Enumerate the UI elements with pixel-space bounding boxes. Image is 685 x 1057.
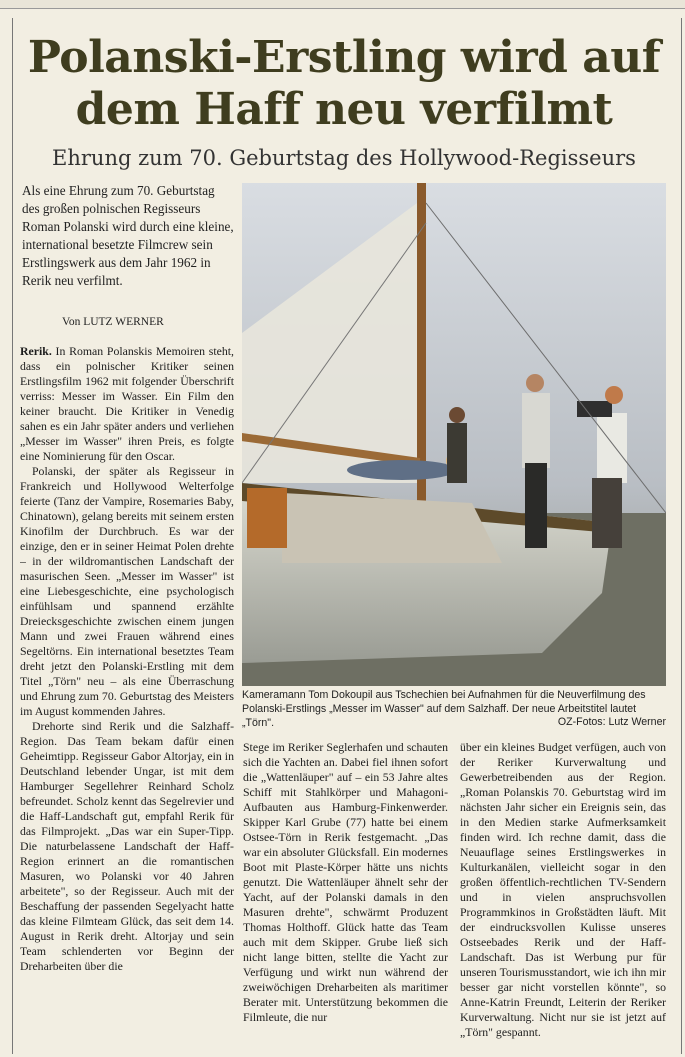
subheadline: Ehrung zum 70. Geburtstag des Hollywood-Regisseurs <box>52 146 636 170</box>
paragraph: Drehorte sind Rerik und die Salzhaff-Region. Das Team bekam dafür einen Geheimtipp. Regisseur Gabor Altorjay, ein in Deutschland lebender Ungar, ist mit dem Hamburger Segellehrer Reinhard Scholz befreundet. Scholz kennt das Segelrevier und die Haff-Landschaft gut, empfahl Rerik für das Filmprojekt. „Das war ein Super-Tipp. Die naturbelassene Landschaft der Haff-Region erinnert an die romantischen Masuren, wo Polanski vor 40 Jahren arbeitete", so der Regisseur. Auch mit der Beschaffung der passenden Segelyacht hatte das kleine Filmteam Glück, das seit dem 14. August in Rerik dreht. Altorjay und sein Team schlenderten vor Beginn der Dreharbeiten über die <box>20 719 234 973</box>
headline-line-2: dem Haff neu verfilmt <box>75 84 613 135</box>
paragraph: Stege im Reriker Seglerhafen und schauten sich die Yachten an. Dabei fiel ihnen sofort die „Wattenläuper" auf – ein 53 Jahre altes Schiff mit Stahlkörper und Mahagoni-Aufbauten aus Hamburg-Finkenwerder. Skipper Karl Grube (77) hatte bei einem Ostsee-Törn in Rerik festgemacht. „Das war ein absoluter Glücksfall. Ein modernes Boot mit Plaste-Körper hätte uns nichts genutzt. Die Wattenläuper ähnelt sehr der Yacht, auf der Polanski damals in den Masuren drehte", schwärmt Produzent Thomas Holthoff. Glück hatte das Team auch mit dem Skipper. Grube ließ sich nicht lange bitten, stellte die Yacht zur Verfügung und wirkt nun während der zweiwöchigen Dreharbeiten als maritimer Berater mit. Unterstützung bekommen die Filmleute, die nur <box>243 740 448 1024</box>
top-edge <box>0 0 685 9</box>
paragraph-text: In Roman Polanskis Memoiren steht, dass ein polnischer Kritiker seinen Erstlingsfilm 1962 mit folgender Überschrift verriss: Messer im Wasser. Ein Film den keiner braucht. Die Kritiker in Venedig sahen es ein Jahr später anders und verliehen „Messer im Wasser" ihren Preis, es folgte eine Nominierung für den Oscar. <box>20 344 234 463</box>
photo-illustration <box>242 183 666 686</box>
paragraph: Polanski, der später als Regisseur in Frankreich und Hollywood Welterfolge feierte (Tanz der Vampire, Rosemaries Baby, Chinatown), gelang bereits mit seinem ersten Kinofilm der Durchbruch. Es war der einzige, den er in seiner Heimat Polen drehte – in der wildromantischen Landschaft der masurischen Seen. „Messer im Wasser" ist eine Liebesgeschichte, eine psychologisch einfühlsam und spannend erzählte Dreiecksgeschichte zwischen einem jungen Mann und zwei Frauen während eines Segeltörns. Ein international besetztes Team dreht jetzt den Polanski-Erstling mit dem Titel „Törn" neu – als eine Überraschung und Ehrung zum 70. Geburtstag des Meisters im August kommenden Jahres. <box>20 464 234 718</box>
photo-caption: Kameramann Tom Dokoupil aus Tschechien bei Aufnahmen für die Neuverfilmung des Polanski-Erstlings „Messer im Wasser" auf dem Salzhaff. Der neue Arbeitstitel lautet „Törn". <box>242 689 646 729</box>
paragraph: über ein kleines Budget verfügen, auch von der Reriker Kurverwaltung und Gewerbetreibenden aus der Region. „Roman Polanskis 70. Geburtstag wird im nächsten Jahr sicher ein Ereignis sein, das in den Medien starke Aufmerksamkeit finden wird. Ich rechne damit, dass die Neuauflage seines Erstlingswerkes in Kulturkanälen, vielleicht sogar in den großen öffentlich-rechtlichen TV-Sendern und in vielen anspruchsvollen Programmkinos in Großstädten läuft. Mit der eindrucksvollen Kulisse unseres Ostseebades Rerik und der Haff-Landschaft. Das ist Werbung pur für unseren Tourismusstandort, wie ich ihn mir besser gar nicht vorstellen könnte", so Anne-Katrin Freundt, Leiterin der Reriker Kurverwaltung. Nicht nur sie ist jetzt auf „Törn" gespannt. <box>460 740 666 1039</box>
article-column-2 <box>243 740 448 1050</box>
article-column-1 <box>20 344 234 1052</box>
headline-line-1: Polanski-Erstling wird auf <box>27 32 661 83</box>
paragraph <box>20 344 234 464</box>
photo-credit: OZ-Fotos: Lutz Werner <box>557 716 666 728</box>
byline: Von LUTZ WERNER <box>62 316 164 328</box>
lead-paragraph: Als eine Ehrung zum 70. Geburtstag des großen polnischen Regisseurs Roman Polanski wird durch eine kleine, international besetzte Filmcrew sein Erstlingswerk aus dem Jahr 1962 in Rerik neu verfilmt. <box>22 183 234 288</box>
headline <box>14 32 674 136</box>
sailboat-photo <box>242 183 666 686</box>
article-column-3 <box>460 740 666 1050</box>
dateline: Rerik. <box>20 344 52 358</box>
